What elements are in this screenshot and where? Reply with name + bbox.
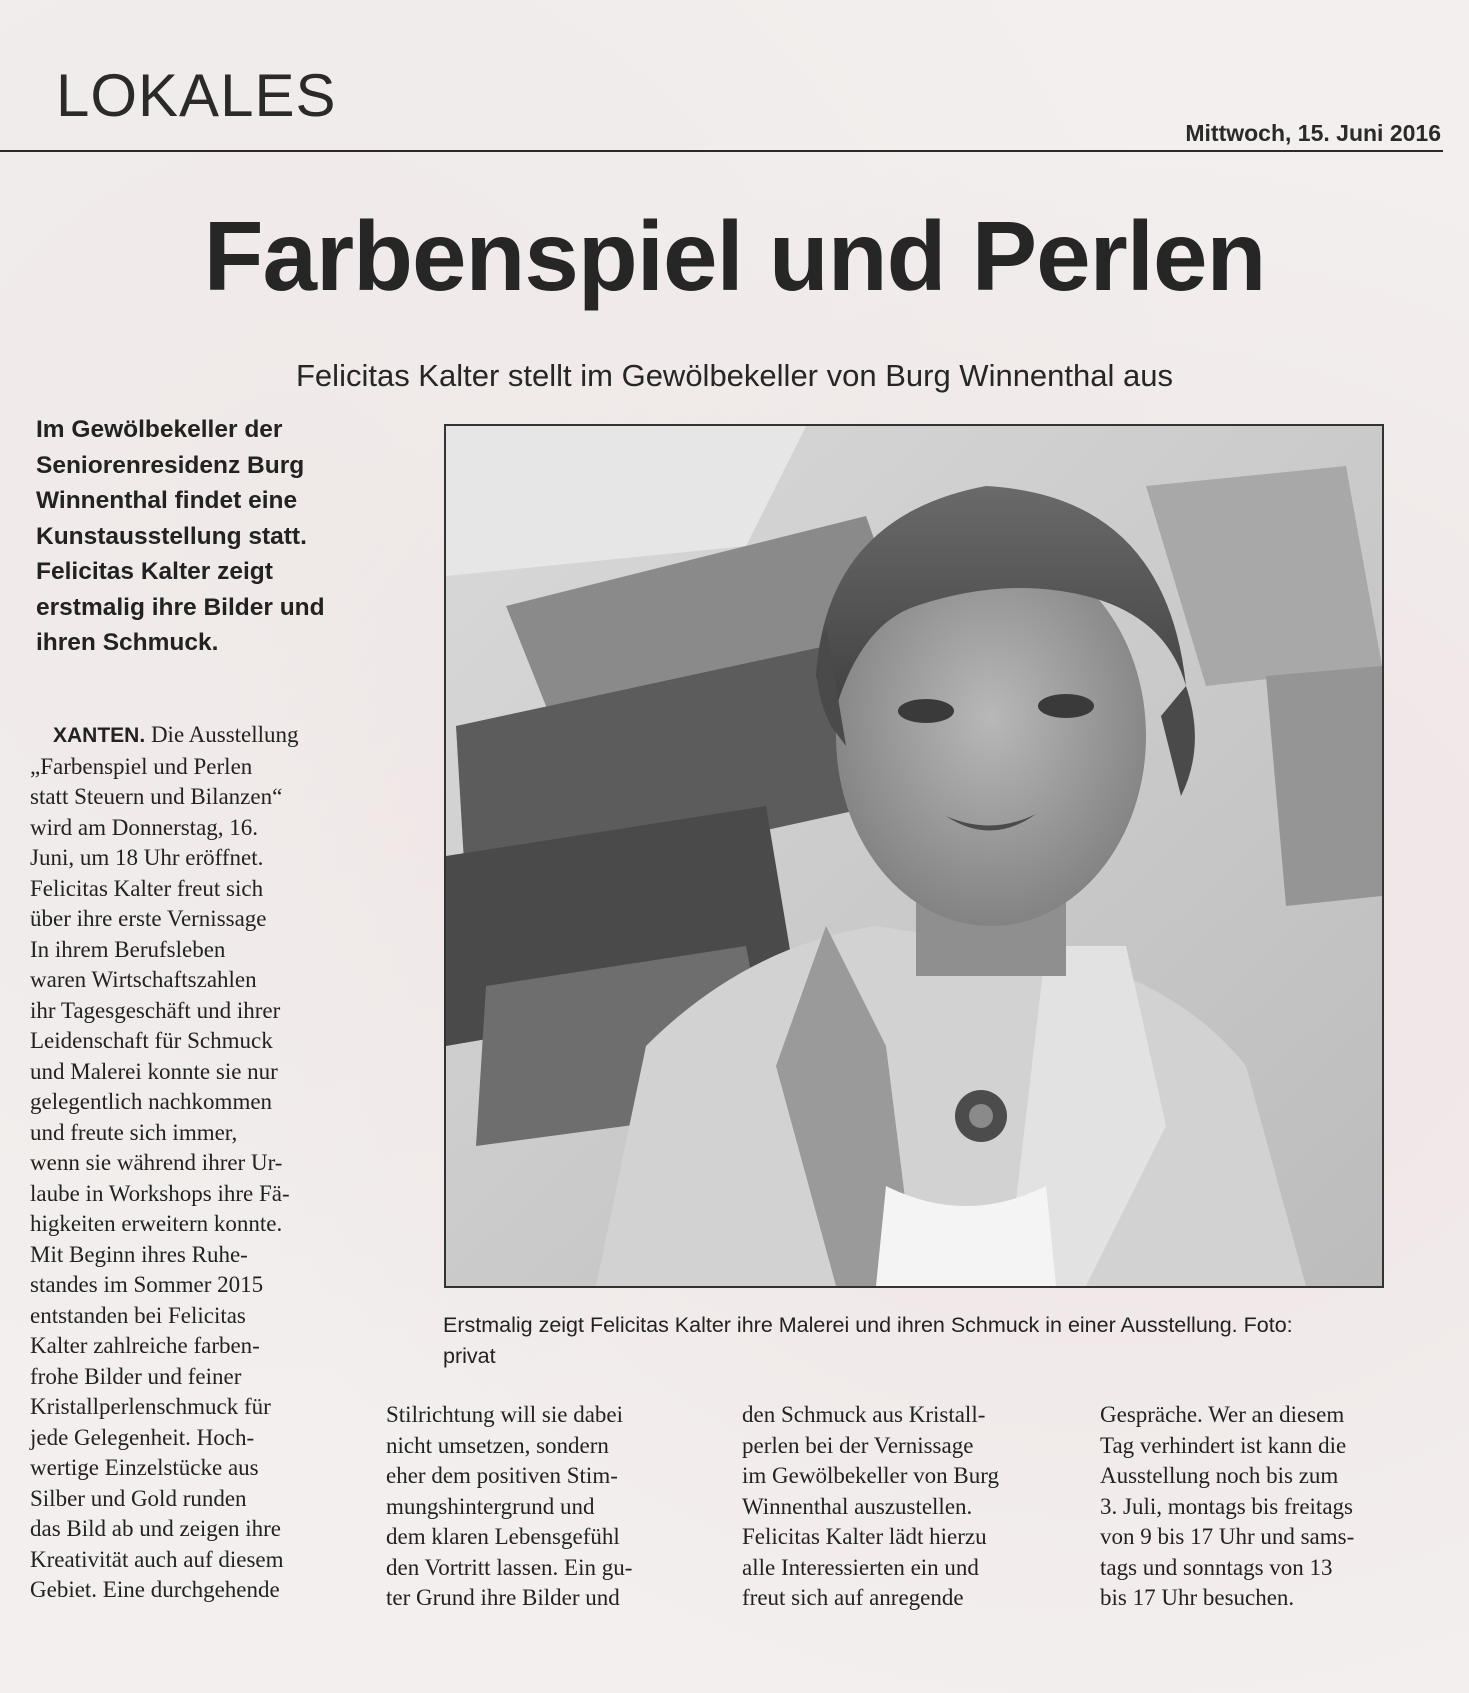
caption-line: privat [443,1344,496,1368]
body-line: Leidenschaft für Schmuck [30,1028,273,1053]
body-line: wird am Donnerstag, 16. [30,814,259,840]
body-line: Tag verhindert ist kann die [1100,1432,1347,1458]
body-line: 3. Juli, montags bis freitags [1100,1493,1353,1519]
body-line: Kreativität auch auf diesem [30,1546,284,1572]
body-line: wertige Einzelstücke aus [30,1455,259,1480]
body-line: „Farbenspiel und Perlen [30,753,253,779]
body-line: nicht umsetzen, sondern [386,1432,609,1458]
body-line: den Vortritt lassen. Ein gu- [386,1554,633,1580]
body-line: entstanden bei Felicitas [30,1302,246,1328]
body-line: ihr Tagesgeschäft und ihrer [30,997,281,1023]
body-line: freut sich auf anregende [742,1585,964,1610]
body-line: ter Grund ihre Bilder und [386,1585,620,1610]
lead-line: ihren Schmuck. [36,629,219,656]
section-title: LOKALES [56,62,337,129]
body-line: Mit Beginn ihres Ruhe- [30,1241,248,1267]
body-line: Gebiet. Eine durchgehende [30,1577,280,1602]
body-line: gelegentlich nachkommen [30,1089,273,1114]
lead-line: erstmalig ihre Bilder und [36,593,325,621]
article-headline: Farbenspiel und Perlen [203,201,1266,311]
body-line: waren Wirtschaftszahlen [30,967,257,992]
body-line-text: Die Ausstellung [145,722,299,747]
body-line: In ihrem Berufsleben [30,936,226,962]
lead-line: Winnenthal findet eine [36,487,298,514]
body-line: eher dem positiven Stim- [386,1463,618,1488]
body-column-1 [30,720,380,1606]
body-line: laube in Workshops ihre Fä- [30,1180,290,1206]
body-line: alle Interessierten ein und [742,1554,979,1580]
body-line: und Malerei konnte sie nur [30,1058,278,1084]
body-line: higkeiten erweitern konnte. [30,1211,283,1236]
body-line: Stilrichtung will sie dabei [386,1402,623,1427]
lead-line: Felicitas Kalter zeigt [36,558,273,585]
body-line: Winnenthal auszustellen. [742,1493,973,1519]
header-rule [0,150,1443,152]
lead-line: Seniorenresidenz Burg [36,451,305,479]
body-line: frohe Bilder und feiner [30,1363,242,1389]
body-line: im Gewölbekeller von Burg [742,1463,999,1488]
body-line: Kalter zahlreiche farben- [30,1333,260,1358]
body-line: perlen bei der Vernissage [742,1432,974,1458]
body-column-2 [386,1400,706,1614]
body-line: von 9 bis 17 Uhr und sams- [1100,1524,1355,1549]
body-column-3 [742,1400,1072,1614]
body-line: tags und sonntags von 13 [1100,1554,1333,1580]
body-line: Kristallperlenschmuck für [30,1394,271,1419]
body-line: wenn sie während ihrer Ur- [30,1150,283,1175]
dateline: XANTEN. [53,724,146,747]
body-line: Silber und Gold runden [30,1485,247,1511]
issue-date: Mittwoch, 15. Juni 2016 [1185,120,1441,146]
body-line: den Schmuck aus Kristall- [742,1402,986,1427]
body-line: Gespräche. Wer an diesem [1100,1402,1345,1427]
body-line: standes im Sommer 2015 [30,1272,264,1297]
article-subheadline: Felicitas Kalter stellt im Gewölbekeller von Burg Winnenthal aus [296,358,1173,393]
body-line: Ausstellung noch bis zum [1100,1463,1339,1488]
photo-caption [443,1310,1393,1372]
body-line: bis 17 Uhr besuchen. [1100,1585,1295,1610]
body-line: über ihre erste Vernissage [30,906,267,931]
article-photo [444,424,1384,1288]
lead-line: Im Gewölbekeller der [36,416,283,443]
body-column-4 [1100,1400,1440,1614]
body-line [30,720,380,752]
lead-line: Kunstausstellung statt. [36,522,307,550]
body-line: Felicitas Kalter freut sich [30,875,264,901]
body-line: und freute sich immer, [30,1119,238,1145]
body-line: statt Steuern und Bilanzen“ [30,784,283,809]
body-line: Felicitas Kalter lädt hierzu [742,1524,987,1549]
body-line: dem klaren Lebensgefühl [386,1524,620,1549]
body-line: Juni, um 18 Uhr eröffnet. [30,845,264,870]
body-line: das Bild ab und zeigen ihre [30,1516,282,1541]
portrait-image [446,426,1382,1286]
caption-line: Erstmalig zeigt Felicitas Kalter ihre Malerei und ihren Schmuck in einer Ausstellung. Foto: [443,1313,1293,1337]
body-line: jede Gelegenheit. Hoch- [30,1424,255,1450]
body-line: mungshintergrund und [386,1493,595,1519]
article-lead [36,412,371,661]
